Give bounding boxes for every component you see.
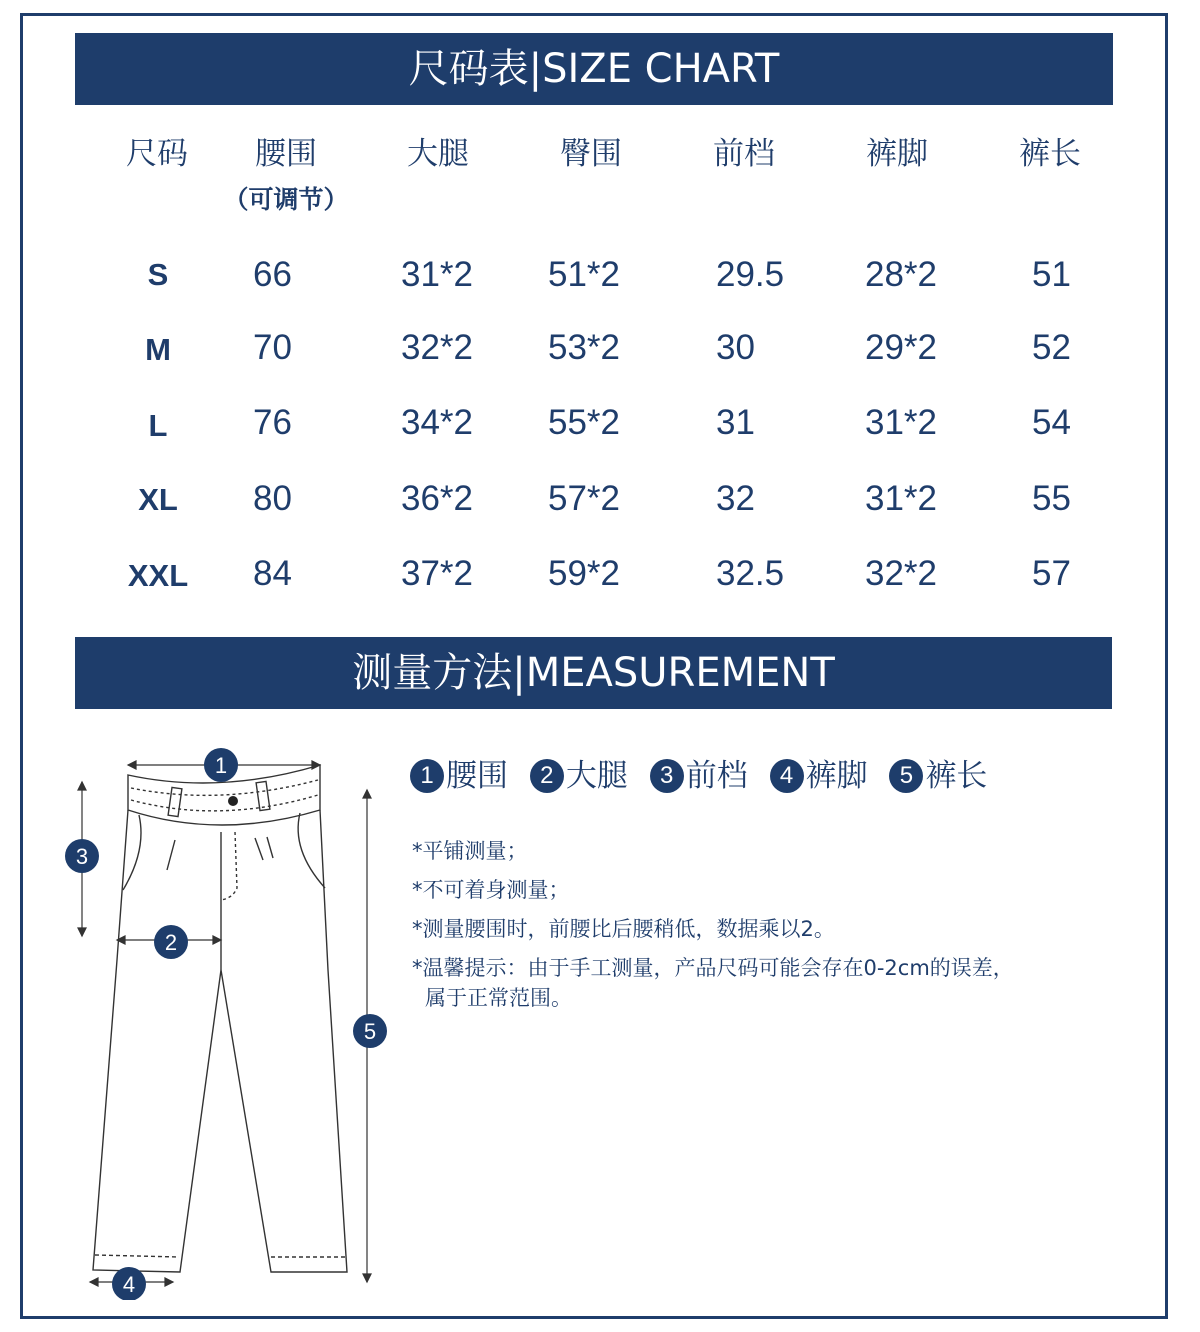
size-cell: XXL [127, 558, 189, 593]
hip-cell: 53*2 [548, 328, 621, 367]
length-cell: 57 [1032, 554, 1071, 593]
rise-cell: 30 [716, 328, 755, 367]
hem-cell: 31*2 [865, 479, 938, 518]
waist-cell: 84 [253, 554, 292, 593]
thigh-cell: 37*2 [401, 554, 474, 593]
measurement-banner: 测量方法|MEASUREMENT [75, 637, 1112, 709]
header-thigh: 大腿 [407, 136, 469, 172]
marker-2-label: 2 [164, 930, 178, 955]
marker-1-label: 1 [214, 753, 228, 778]
note-flat-measure: *平铺测量； [412, 839, 528, 863]
hip-cell: 51*2 [548, 255, 621, 294]
size-chart-banner: 尺码表|SIZE CHART [75, 33, 1113, 105]
legend-number-icon: 5 [889, 759, 923, 793]
rise-cell: 31 [716, 403, 755, 442]
hip-cell: 55*2 [548, 403, 621, 442]
legend-item-thigh [530, 750, 628, 795]
hem-cell: 31*2 [865, 403, 938, 442]
measurement-legend [410, 750, 999, 795]
note-tolerance-cont: 属于正常范围。 [425, 986, 572, 1010]
thigh-cell: 34*2 [401, 403, 474, 442]
length-cell: 54 [1032, 403, 1071, 442]
header-hem: 裤脚 [866, 136, 928, 172]
waist-cell: 76 [253, 403, 292, 442]
legend-label: 大腿 [565, 758, 628, 794]
legend-number-icon: 2 [530, 759, 564, 793]
legend-item-waist [410, 750, 508, 795]
header-size: 尺码 [126, 136, 188, 172]
legend-label: 腰围 [446, 758, 508, 794]
waist-cell: 70 [253, 328, 292, 367]
hem-cell: 32*2 [865, 554, 938, 593]
rise-cell: 32.5 [716, 554, 785, 593]
legend-item-hem [770, 750, 868, 795]
size-cell: S [147, 257, 169, 292]
thigh-cell: 36*2 [401, 479, 474, 518]
legend-item-rise [650, 750, 748, 795]
note-tolerance: *温馨提示：由于手工测量，产品尺码可能会存在0-2cm的误差， [412, 956, 1014, 980]
hem-cell: 28*2 [865, 255, 938, 294]
legs-outline [93, 810, 347, 1272]
legend-label: 前档 [685, 758, 748, 794]
legend-number-icon: 1 [410, 759, 444, 793]
header-length: 裤长 [1019, 136, 1081, 172]
size-cell: L [148, 408, 168, 443]
legend-number-icon: 3 [650, 759, 684, 793]
legend-label: 裤长 [925, 758, 988, 794]
rise-cell: 32 [716, 479, 755, 518]
hip-cell: 57*2 [548, 479, 621, 518]
marker-5-label: 5 [363, 1019, 377, 1044]
size-cell: XL [138, 482, 178, 517]
legend-label: 裤脚 [805, 758, 868, 794]
waist-adjustable-note: （可调节） [223, 185, 349, 214]
length-cell: 52 [1032, 328, 1071, 367]
hem-cell: 29*2 [865, 328, 938, 367]
length-cell: 55 [1032, 479, 1071, 518]
marker-3-label: 3 [75, 844, 89, 869]
waist-cell: 66 [253, 255, 292, 294]
length-cell: 51 [1032, 255, 1071, 294]
header-hip: 臀围 [560, 136, 622, 172]
thigh-cell: 31*2 [401, 255, 474, 294]
legend-item-length [889, 750, 987, 795]
trousers-diagram [55, 740, 400, 1300]
note-not-worn: *不可着身测量； [412, 878, 570, 902]
note-waist-method: *测量腰围时，前腰比后腰稍低，数据乘以2。 [412, 917, 835, 941]
rise-cell: 29.5 [716, 255, 785, 294]
waist-cell: 80 [253, 479, 292, 518]
button-icon [228, 796, 238, 806]
header-waist: 腰围 [255, 136, 317, 172]
thigh-cell: 32*2 [401, 328, 474, 367]
legend-number-icon: 4 [770, 759, 804, 793]
hip-cell: 59*2 [548, 554, 621, 593]
marker-4-label: 4 [122, 1272, 136, 1297]
size-cell: M [145, 332, 171, 367]
header-rise: 前档 [713, 136, 775, 172]
